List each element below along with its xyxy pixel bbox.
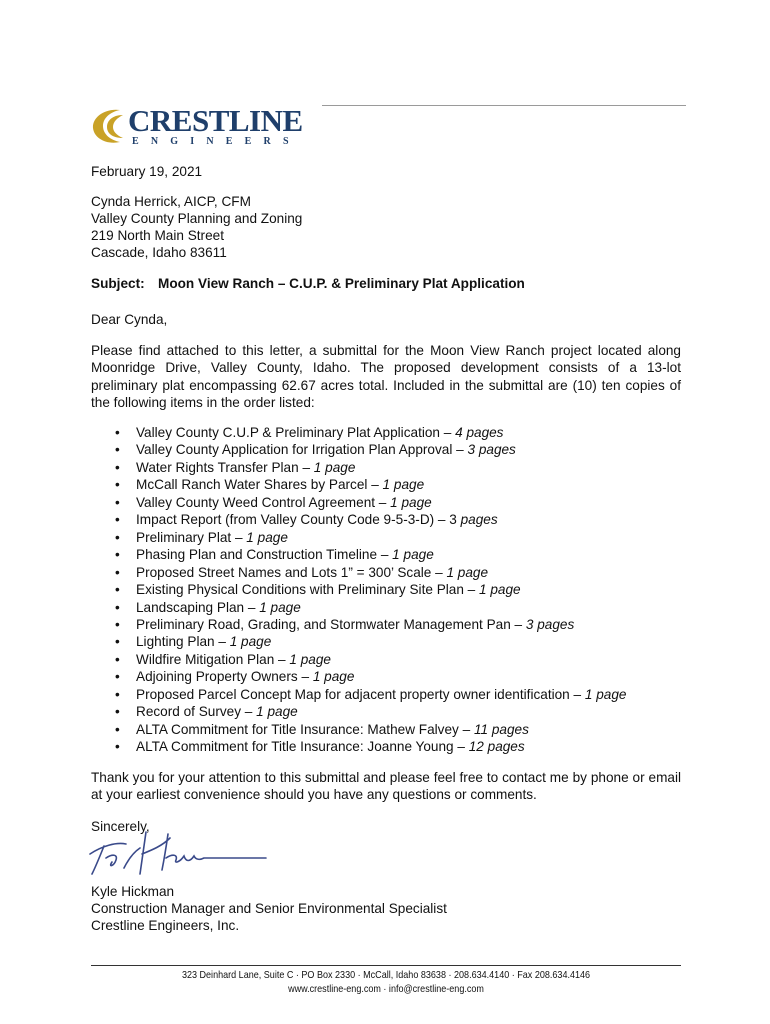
list-item (91, 668, 626, 685)
item-text: Proposed Street Names and Lots 1” = 300’ Scale – (136, 564, 447, 580)
bullet-icon: • (115, 477, 120, 493)
bullet-icon: • (115, 529, 120, 545)
item-text: Existing Physical Conditions with Preliminary Site Plan – (136, 582, 480, 598)
closing-paragraph: Thank you for your attention to this submittal and please feel free to contact me by phone or email at your earliest convenience should you have any questions or comments. (91, 770, 681, 803)
item-text: ALTA Commitment for Title Insurance: Mathew Falvey – (136, 721, 474, 737)
list-item (91, 441, 626, 458)
bullet-icon: • (115, 459, 120, 475)
logo-wordmark: CRESTLINE (128, 103, 303, 138)
item-text: Proposed Parcel Concept Map for adjacent property owner identification – (136, 686, 585, 702)
crescent-logo-icon (90, 106, 126, 146)
item-pages: 1 page (584, 686, 627, 702)
item-pages: 1 page (392, 547, 434, 563)
item-text: Impact Report (from Valley County Code 9-5-3-D) – 3 (136, 512, 461, 528)
intro-paragraph: Please find attached to this letter, a submittal for the Moon View Ranch project located along Moonridge Drive, Valley County, Idaho. The proposed development consists of a 13-lot preliminary plat encompassing 62.67 acres total. Included in the submittal are (10) ten copies of the following items in the order listed: (91, 343, 681, 411)
bullet-icon: • (115, 442, 120, 458)
item-text: Preliminary Plat – (136, 529, 247, 545)
item-text: Preliminary Road, Grading, and Stormwater Management Pan – (136, 616, 526, 632)
bullet-icon: • (115, 634, 120, 650)
signer-title: Construction Manager and Senior Environmental Specialist (91, 901, 447, 916)
list-item (91, 738, 626, 755)
list-item (91, 703, 626, 720)
item-pages: 1 page (382, 477, 425, 493)
bullet-icon: • (115, 425, 120, 440)
footer-rule (91, 965, 681, 966)
item-text: Record of Survey – (136, 704, 257, 720)
footer-contact: www.crestline-eng.com · info@crestline-eng.com (288, 983, 484, 995)
list-item (91, 721, 626, 738)
signer-company: Crestline Engineers, Inc. (91, 918, 240, 933)
list-item (91, 476, 626, 493)
logo-subtitle: ENGINEERS (132, 136, 301, 147)
item-text: Wildfire Mitigation Plan – (136, 651, 290, 667)
subject-label: Subject: (91, 276, 145, 291)
item-text: Adjoining Property Owners – (136, 669, 313, 685)
header-rule (322, 105, 686, 106)
salutation: Dear Cynda, (91, 312, 168, 327)
bullet-icon: • (115, 721, 120, 737)
item-pages: 11 pages (473, 721, 529, 737)
list-item (91, 459, 626, 476)
list-item (91, 599, 626, 616)
signoff: Sincerely, (91, 819, 150, 834)
recipient-name: Cynda Herrick, AICP, CFM (91, 194, 251, 209)
bullet-icon: • (115, 686, 120, 702)
crestline-logo (90, 104, 330, 150)
item-pages: 1 page (246, 529, 288, 545)
submittal-items-list (91, 424, 626, 756)
item-text: Valley County C.U.P & Preliminary Plat Application – (136, 425, 456, 440)
item-pages: 1 page (479, 582, 521, 598)
item-pages: 12 pages (468, 739, 525, 755)
item-pages: 3 pages (467, 442, 516, 458)
item-pages: 1 page (313, 459, 356, 475)
item-pages: 1 page (390, 494, 432, 510)
bullet-icon: • (115, 547, 120, 563)
item-pages: 1 page (289, 651, 331, 667)
item-text: McCall Ranch Water Shares by Parcel – (136, 477, 383, 493)
item-pages: 1 page (312, 669, 355, 685)
recipient-street: 219 North Main Street (91, 228, 224, 243)
bullet-icon: • (115, 494, 120, 510)
list-item (91, 616, 626, 633)
list-item (91, 581, 626, 598)
recipient-city: Cascade, Idaho 83611 (91, 245, 227, 260)
list-item (91, 633, 626, 650)
item-text: ALTA Commitment for Title Insurance: Joanne Young – (136, 739, 469, 755)
item-pages: 1 page (229, 634, 272, 650)
letter-date: February 19, 2021 (91, 164, 203, 179)
item-pages: pages (460, 512, 498, 528)
list-item (91, 564, 626, 581)
bullet-icon: • (115, 564, 120, 580)
list-item (91, 686, 626, 703)
item-pages: 1 page (259, 599, 301, 615)
bullet-icon: • (115, 651, 120, 667)
item-text: Water Rights Transfer Plan – (136, 459, 314, 475)
recipient-org: Valley County Planning and Zoning (91, 211, 303, 226)
item-text: Valley County Weed Control Agreement – (136, 494, 391, 510)
signer-name: Kyle Hickman (91, 884, 175, 899)
list-item (91, 494, 626, 511)
item-text: Valley County Application for Irrigation Plan Approval – (136, 442, 468, 458)
subject-line (91, 276, 525, 291)
list-item (91, 511, 626, 528)
list-item (91, 651, 626, 668)
item-pages: 1 page (256, 704, 298, 720)
bullet-icon: • (115, 512, 120, 528)
bullet-icon: • (115, 669, 120, 685)
list-item (91, 546, 626, 563)
bullet-icon: • (115, 616, 120, 632)
bullet-icon: • (115, 582, 120, 598)
list-item (91, 424, 626, 441)
item-pages: 3 pages (525, 616, 575, 632)
bullet-icon: • (115, 739, 120, 755)
bullet-icon: • (115, 599, 120, 615)
item-text: Lighting Plan – (136, 634, 230, 650)
item-pages: 4 pages (455, 425, 504, 440)
item-pages: 1 page (446, 564, 489, 580)
footer-address: 323 Deinhard Lane, Suite C · PO Box 2330 · McCall, Idaho 83638 · 208.634.4140 · Fax 208.634.4146 (181, 969, 591, 981)
list-item (91, 529, 626, 546)
subject-text: Moon View Ranch – C.U.P. & Preliminary Plat Application (158, 276, 525, 291)
bullet-icon: • (115, 704, 120, 720)
item-text: Phasing Plan and Construction Timeline – (136, 547, 393, 563)
handwritten-signature (82, 824, 272, 880)
item-text: Landscaping Plan – (136, 599, 260, 615)
